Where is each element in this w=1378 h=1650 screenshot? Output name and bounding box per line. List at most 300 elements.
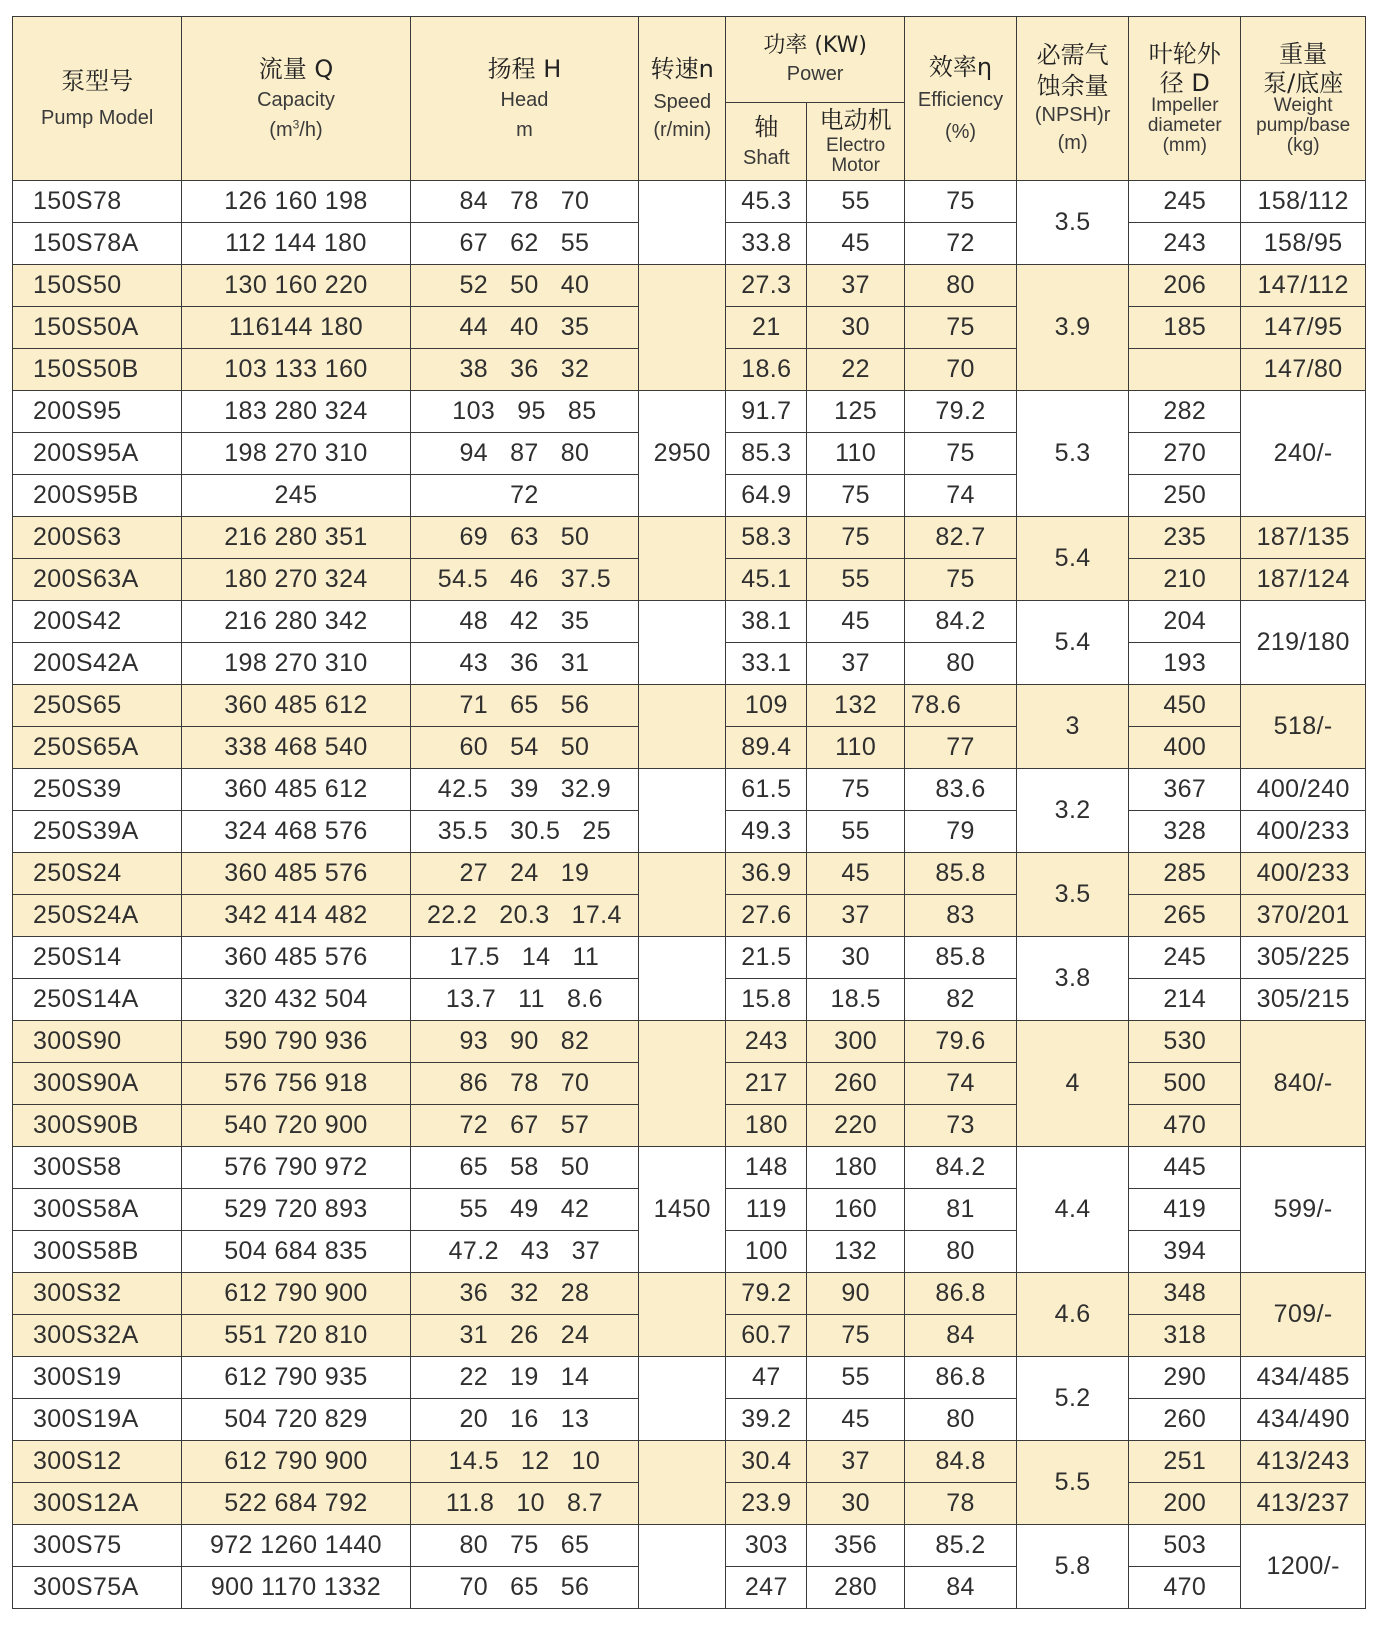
cell-efficiency: 83 [904,895,1016,937]
cell-model: 200S63 [13,517,182,559]
cell-motor-power: 110 [807,433,905,475]
table-row [13,391,1366,433]
cell-model: 250S39A [13,811,182,853]
cell-flow: 112 144 180 [182,223,410,265]
cell-weight: 219/180 [1241,601,1366,685]
cell-shaft-power: 47 [726,1357,807,1399]
cell-speed [639,1441,726,1525]
cell-impeller: 206 [1129,265,1241,307]
cell-motor-power: 132 [807,685,905,727]
cell-model: 250S14A [13,979,182,1021]
cell-model: 250S65A [13,727,182,769]
cell-motor-power: 356 [807,1525,905,1567]
cell-efficiency: 84.2 [904,601,1016,643]
cell-flow: 360 485 576 [182,937,410,979]
cell-motor-power: 180 [807,1147,905,1189]
pump-spec-table [12,16,1366,1609]
header-power-en: Power [786,62,844,85]
cell-npsh: 5.4 [1017,517,1129,601]
cell-efficiency: 80 [904,643,1016,685]
cell-motor-power: 37 [807,643,905,685]
table-body [13,181,1366,1609]
cell-flow: 900 1170 1332 [182,1567,410,1609]
cell-head: 94 87 80 [410,433,638,475]
cell-impeller: 445 [1129,1147,1241,1189]
cell-head: 55 49 42 [410,1189,638,1231]
cell-impeller: 503 [1129,1525,1241,1567]
header-flow-en: Capacity [257,88,335,111]
cell-shaft-power: 85.3 [726,433,807,475]
cell-flow: 576 790 972 [182,1147,410,1189]
header-npsh-unit: (m) [1057,132,1088,155]
cell-weight: 1200/- [1241,1525,1366,1609]
header-power [726,17,905,103]
cell-motor-power: 37 [807,895,905,937]
cell-impeller: 285 [1129,853,1241,895]
cell-motor-power: 55 [807,1357,905,1399]
cell-flow: 360 485 576 [182,853,410,895]
cell-weight: 158/112 [1241,181,1366,223]
cell-head: 22.2 20.3 17.4 [410,895,638,937]
cell-motor-power: 75 [807,769,905,811]
cell-shaft-power: 303 [726,1525,807,1567]
cell-npsh: 3.5 [1017,181,1129,265]
cell-model: 150S78 [13,181,182,223]
cell-efficiency: 75 [904,181,1016,223]
cell-efficiency: 80 [904,265,1016,307]
cell-efficiency: 86.8 [904,1273,1016,1315]
cell-weight: 147/80 [1241,349,1366,391]
table-row [13,1525,1366,1567]
cell-weight: 413/243 [1241,1441,1366,1483]
cell-motor-power: 280 [807,1567,905,1609]
cell-shaft-power: 60.7 [726,1315,807,1357]
cell-shaft-power: 64.9 [726,475,807,517]
cell-shaft-power: 30.4 [726,1441,807,1483]
cell-speed [639,181,726,265]
table-row [13,1441,1366,1483]
header-model [13,17,182,181]
cell-model: 300S32 [13,1273,182,1315]
cell-impeller: 500 [1129,1063,1241,1105]
cell-shaft-power: 15.8 [726,979,807,1021]
cell-impeller: 245 [1129,181,1241,223]
cell-efficiency: 81 [904,1189,1016,1231]
table-row [13,265,1366,307]
cell-efficiency: 74 [904,1063,1016,1105]
cell-motor-power: 160 [807,1189,905,1231]
cell-head: 47.2 43 37 [410,1231,638,1273]
cell-head: 71 65 56 [410,685,638,727]
cell-impeller: 260 [1129,1399,1241,1441]
cell-impeller: 251 [1129,1441,1241,1483]
cell-shaft-power: 61.5 [726,769,807,811]
header-imp-en1: Impeller [1150,95,1219,117]
cell-head: 48 42 35 [410,601,638,643]
cell-flow: 198 270 310 [182,643,410,685]
header-head-en: Head [500,88,549,111]
header-weight-zh1: 重量 [1279,39,1328,68]
cell-flow: 972 1260 1440 [182,1525,410,1567]
cell-flow: 216 280 351 [182,517,410,559]
header-motor-zh: 电动机 [819,106,892,135]
header-motor [807,103,905,181]
cell-impeller: 290 [1129,1357,1241,1399]
cell-efficiency: 84.8 [904,1441,1016,1483]
cell-weight: 400/233 [1241,811,1366,853]
cell-flow: 245 [182,475,410,517]
cell-motor-power: 300 [807,1021,905,1063]
cell-motor-power: 30 [807,307,905,349]
cell-npsh: 4.6 [1017,1273,1129,1357]
cell-efficiency: 75 [904,307,1016,349]
spec-table-wrap [12,16,1366,1609]
cell-speed [639,769,726,853]
table-row [13,1021,1366,1063]
cell-head: 54.5 46 37.5 [410,559,638,601]
cell-motor-power: 75 [807,475,905,517]
cell-efficiency: 82.7 [904,517,1016,559]
cell-efficiency: 83.6 [904,769,1016,811]
cell-weight: 518/- [1241,685,1366,769]
cell-impeller: 282 [1129,391,1241,433]
header-shaft-en: Shaft [742,146,790,169]
cell-shaft-power: 217 [726,1063,807,1105]
cell-npsh: 5.8 [1017,1525,1129,1609]
cell-impeller: 210 [1129,559,1241,601]
cell-flow: 504 720 829 [182,1399,410,1441]
cell-impeller: 328 [1129,811,1241,853]
cell-npsh: 4 [1017,1021,1129,1147]
cell-shaft-power: 21.5 [726,937,807,979]
cell-model: 200S95 [13,391,182,433]
header-npsh-zh2: 蚀余量 [1036,72,1109,101]
cell-shaft-power: 148 [726,1147,807,1189]
cell-impeller: 394 [1129,1231,1241,1273]
cell-efficiency: 85.8 [904,853,1016,895]
cell-efficiency: 74 [904,475,1016,517]
table-row [13,1357,1366,1399]
cell-weight: 434/485 [1241,1357,1366,1399]
header-speed-zh: 转速n [650,54,714,83]
cell-model: 300S58 [13,1147,182,1189]
cell-impeller: 450 [1129,685,1241,727]
cell-impeller: 245 [1129,937,1241,979]
cell-model: 300S32A [13,1315,182,1357]
cell-impeller: 204 [1129,601,1241,643]
cell-head: 36 32 28 [410,1273,638,1315]
cell-motor-power: 30 [807,937,905,979]
cell-weight: 400/240 [1241,769,1366,811]
cell-model: 150S50 [13,265,182,307]
cell-motor-power: 125 [807,391,905,433]
cell-motor-power: 45 [807,853,905,895]
cell-speed [639,1357,726,1441]
cell-shaft-power: 89.4 [726,727,807,769]
cell-head: 65 58 50 [410,1147,638,1189]
cell-shaft-power: 109 [726,685,807,727]
cell-head: 70 65 56 [410,1567,638,1609]
cell-shaft-power: 79.2 [726,1273,807,1315]
cell-flow: 320 432 504 [182,979,410,1021]
header-power-zh: 功率 (KW) [763,32,867,58]
header-head-unit: m [516,118,533,141]
cell-motor-power: 132 [807,1231,905,1273]
cell-flow: 612 790 935 [182,1357,410,1399]
cell-head: 42.5 39 32.9 [410,769,638,811]
cell-head: 20 16 13 [410,1399,638,1441]
cell-model: 250S39 [13,769,182,811]
cell-impeller: 270 [1129,433,1241,475]
cell-impeller: 243 [1129,223,1241,265]
cell-npsh: 5.2 [1017,1357,1129,1441]
cell-efficiency: 82 [904,979,1016,1021]
cell-efficiency: 72 [904,223,1016,265]
cell-model: 250S24A [13,895,182,937]
cell-impeller: 400 [1129,727,1241,769]
cell-model: 250S24 [13,853,182,895]
cell-head: 17.5 14 11 [410,937,638,979]
cell-head: 13.7 11 8.6 [410,979,638,1021]
cell-shaft-power: 21 [726,307,807,349]
cell-motor-power: 45 [807,601,905,643]
cell-head: 86 78 70 [410,1063,638,1105]
cell-head: 52 50 40 [410,265,638,307]
cell-flow: 522 684 792 [182,1483,410,1525]
cell-efficiency: 75 [904,433,1016,475]
table-row [13,853,1366,895]
cell-flow: 342 414 482 [182,895,410,937]
cell-motor-power: 55 [807,811,905,853]
header-weight-en2: pump/base [1256,115,1351,137]
cell-efficiency: 86.8 [904,1357,1016,1399]
cell-model: 300S19A [13,1399,182,1441]
cell-head: 93 90 82 [410,1021,638,1063]
cell-model: 250S65 [13,685,182,727]
table-row [13,601,1366,643]
cell-motor-power: 55 [807,559,905,601]
cell-head: 22 19 14 [410,1357,638,1399]
cell-motor-power: 18.5 [807,979,905,1021]
header-imp-en2: diameter [1147,115,1222,137]
cell-flow: 551 720 810 [182,1315,410,1357]
header-imp-unit: (mm) [1162,135,1207,157]
cell-weight: 305/225 [1241,937,1366,979]
cell-npsh: 5.4 [1017,601,1129,685]
cell-shaft-power: 119 [726,1189,807,1231]
cell-model: 200S95A [13,433,182,475]
cell-impeller: 200 [1129,1483,1241,1525]
cell-flow: 576 756 918 [182,1063,410,1105]
cell-weight: 370/201 [1241,895,1366,937]
cell-weight: 434/490 [1241,1399,1366,1441]
cell-efficiency: 79.2 [904,391,1016,433]
cell-npsh: 3.9 [1017,265,1129,391]
cell-head: 72 67 57 [410,1105,638,1147]
header-speed-en: Speed [653,90,712,113]
table-row [13,1147,1366,1189]
cell-npsh: 3.5 [1017,853,1129,937]
cell-motor-power: 37 [807,265,905,307]
cell-shaft-power: 247 [726,1567,807,1609]
cell-impeller [1129,349,1241,391]
table-row [13,1273,1366,1315]
cell-efficiency: 77 [904,727,1016,769]
cell-motor-power: 45 [807,223,905,265]
cell-flow: 590 790 936 [182,1021,410,1063]
cell-model: 250S14 [13,937,182,979]
cell-npsh: 3 [1017,685,1129,769]
header-impeller [1129,17,1241,181]
cell-efficiency: 78 [904,1483,1016,1525]
cell-head: 103 95 85 [410,391,638,433]
cell-motor-power: 260 [807,1063,905,1105]
cell-head: 27 24 19 [410,853,638,895]
cell-speed: 2950 [639,391,726,517]
cell-flow: 540 720 900 [182,1105,410,1147]
cell-shaft-power: 27.6 [726,895,807,937]
cell-shaft-power: 39.2 [726,1399,807,1441]
cell-motor-power: 37 [807,1441,905,1483]
cell-npsh: 3.2 [1017,769,1129,853]
cell-speed: 1450 [639,1147,726,1273]
cell-flow: 180 270 324 [182,559,410,601]
cell-shaft-power: 27.3 [726,265,807,307]
cell-speed [639,1273,726,1357]
cell-impeller: 530 [1129,1021,1241,1063]
header-speed [639,17,726,181]
cell-flow: 504 684 835 [182,1231,410,1273]
table-row [13,937,1366,979]
cell-flow: 216 280 342 [182,601,410,643]
cell-impeller: 470 [1129,1567,1241,1609]
cell-flow: 338 468 540 [182,727,410,769]
cell-model: 200S42A [13,643,182,685]
cell-shaft-power: 243 [726,1021,807,1063]
header-eff-zh: 效率η [928,52,993,81]
cell-efficiency: 85.2 [904,1525,1016,1567]
cell-npsh: 5.5 [1017,1441,1129,1525]
cell-speed [639,517,726,601]
cell-weight: 187/124 [1241,559,1366,601]
cell-speed [639,853,726,937]
cell-shaft-power: 180 [726,1105,807,1147]
cell-model: 200S95B [13,475,182,517]
cell-shaft-power: 91.7 [726,391,807,433]
cell-model: 300S90 [13,1021,182,1063]
header-weight-en1: Weight [1273,95,1333,117]
header-npsh-zh1: 必需气 [1036,41,1109,70]
header-flow-unit: $(m^3/h)$ [269,117,323,141]
cell-flow: 116144 180 [182,307,410,349]
cell-head: 31 26 24 [410,1315,638,1357]
cell-motor-power: 220 [807,1105,905,1147]
table-row [13,517,1366,559]
cell-shaft-power: 33.8 [726,223,807,265]
cell-head: 11.8 10 8.7 [410,1483,638,1525]
cell-flow: 612 790 900 [182,1273,410,1315]
cell-head: 72 [410,475,638,517]
cell-efficiency: 80 [904,1399,1016,1441]
cell-efficiency: 84.2 [904,1147,1016,1189]
header-shaft [726,103,807,181]
cell-efficiency: 85.8 [904,937,1016,979]
cell-shaft-power: 38.1 [726,601,807,643]
cell-efficiency: 78.6 [904,685,1016,727]
cell-npsh: 5.3 [1017,391,1129,517]
cell-model: 300S12 [13,1441,182,1483]
cell-motor-power: 30 [807,1483,905,1525]
cell-impeller: 367 [1129,769,1241,811]
cell-shaft-power: 33.1 [726,643,807,685]
cell-impeller: 250 [1129,475,1241,517]
cell-speed [639,685,726,769]
header-model-en: Pump Model [40,106,154,129]
cell-flow: 183 280 324 [182,391,410,433]
header-head-zh: 扬程 H [487,54,562,83]
cell-head: 14.5 12 10 [410,1441,638,1483]
cell-motor-power: 110 [807,727,905,769]
cell-motor-power: 75 [807,1315,905,1357]
cell-head: 35.5 30.5 25 [410,811,638,853]
header-imp-zh2: 径 D [1159,68,1210,97]
cell-motor-power: 45 [807,1399,905,1441]
cell-speed [639,265,726,391]
cell-npsh: 4.4 [1017,1147,1129,1273]
cell-weight: 187/135 [1241,517,1366,559]
header-efficiency [904,17,1016,181]
cell-head: 84 78 70 [410,181,638,223]
header-head [410,17,638,181]
cell-motor-power: 75 [807,517,905,559]
cell-head: 67 62 55 [410,223,638,265]
cell-impeller: 348 [1129,1273,1241,1315]
cell-weight: 147/95 [1241,307,1366,349]
cell-model: 200S42 [13,601,182,643]
header-imp-zh1: 叶轮外 [1148,39,1221,68]
cell-weight: 305/215 [1241,979,1366,1021]
cell-shaft-power: 100 [726,1231,807,1273]
cell-speed [639,937,726,1021]
header-npsh-en: (NPSH)r [1034,103,1111,126]
cell-speed [639,1525,726,1609]
cell-weight: 599/- [1241,1147,1366,1273]
cell-head: 44 40 35 [410,307,638,349]
cell-motor-power: 90 [807,1273,905,1315]
cell-efficiency: 79.6 [904,1021,1016,1063]
cell-weight: 413/237 [1241,1483,1366,1525]
header-weight-zh2: 泵/底座 [1263,68,1344,97]
cell-weight: 147/112 [1241,265,1366,307]
header-shaft-zh: 轴 [754,112,779,141]
cell-model: 300S90B [13,1105,182,1147]
cell-weight: 840/- [1241,1021,1366,1147]
cell-speed [639,1021,726,1147]
cell-weight: 709/- [1241,1273,1366,1357]
header-weight-unit: (kg) [1286,135,1320,157]
cell-shaft-power: 36.9 [726,853,807,895]
cell-head: 60 54 50 [410,727,638,769]
cell-head: 80 75 65 [410,1525,638,1567]
header-motor-en1: Electro [826,135,886,156]
cell-efficiency: 73 [904,1105,1016,1147]
cell-shaft-power: 58.3 [726,517,807,559]
table-row [13,769,1366,811]
cell-npsh: 3.8 [1017,937,1129,1021]
cell-model: 150S78A [13,223,182,265]
cell-motor-power: 22 [807,349,905,391]
header-weight [1241,17,1366,181]
